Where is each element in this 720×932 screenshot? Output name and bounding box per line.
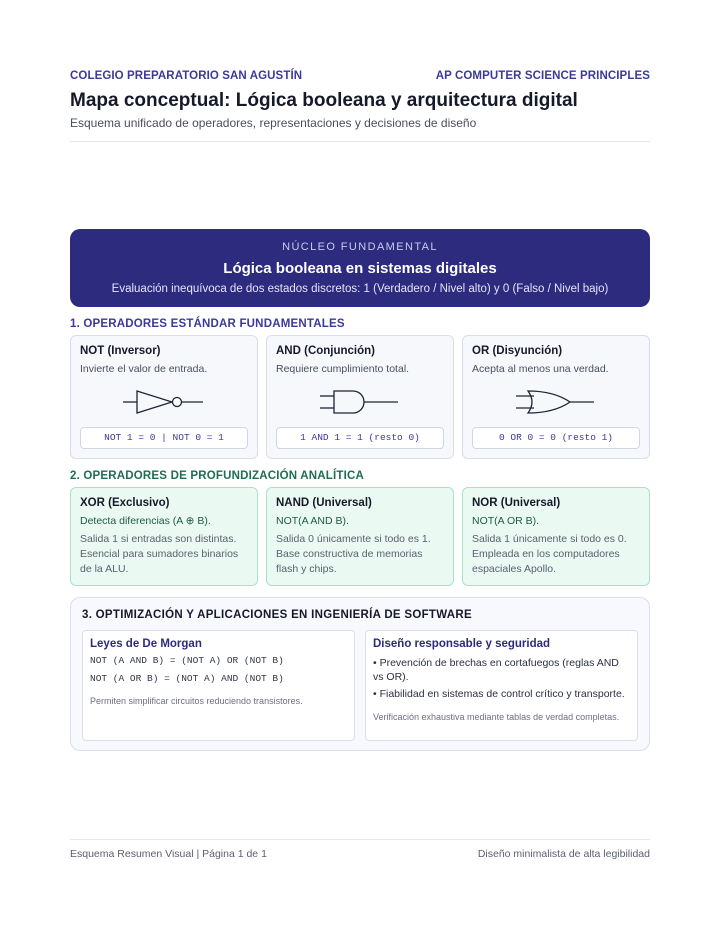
xor-card-title: XOR (Exclusivo) — [80, 497, 170, 509]
not-truth: NOT 1 = 0 | NOT 0 = 1 — [80, 427, 248, 449]
nor-card — [462, 487, 650, 586]
nand-card — [266, 487, 454, 586]
or-card-description: Acepta al menos una verdad. — [472, 363, 609, 375]
and-gate-icon — [320, 389, 400, 415]
design-bullet: • Fiabilidad en sistemas de control crítico y transporte. — [373, 688, 625, 700]
or-truth: 0 OR 0 = 0 (resto 1) — [472, 427, 640, 449]
nor-card-title: NOR (Universal) — [472, 497, 561, 509]
design-note: Verificación exhaustiva mediante tablas de verdad completas. — [373, 712, 620, 722]
core-kicker: NÚCLEO FUNDAMENTAL — [282, 241, 438, 253]
de-morgan-box — [82, 630, 355, 741]
section-1-title: 1. OPERADORES ESTÁNDAR FUNDAMENTALES — [70, 318, 345, 330]
footer — [70, 848, 650, 860]
nand-card-title: NAND (Universal) — [276, 497, 372, 509]
de-morgan-title: Leyes de De Morgan — [90, 638, 202, 650]
and-truth: 1 AND 1 = 1 (resto 0) — [276, 427, 444, 449]
not-gate-icon — [123, 389, 205, 415]
not-card-title: NOT (Inversor) — [80, 345, 161, 357]
footer-divider — [70, 839, 650, 840]
section-2-title: 2. OPERADORES DE PROFUNDIZACIÓN ANALÍTICA — [70, 470, 365, 482]
or-card — [462, 335, 650, 459]
nor-card-description: NOT(A OR B). — [472, 515, 540, 527]
xor-card — [70, 487, 258, 586]
de-morgan-note: Permiten simplificar circuitos reduciendo transistores. — [90, 696, 303, 706]
de-morgan-law-1: NOT (A AND B) = (NOT A) OR (NOT B) — [90, 655, 284, 666]
core-banner — [70, 229, 650, 307]
core-description: Evaluación inequívoca de dos estados discretos: 1 (Verdadero / Nivel alto) y 0 (Falso / Nivel bajo) — [111, 283, 609, 295]
core-title: Lógica booleana en sistemas digitales — [223, 260, 497, 277]
section-3-title: 3. OPTIMIZACIÓN Y APLICACIONES EN INGENIERÍA DE SOFTWARE — [82, 609, 472, 621]
analytic-operators — [70, 487, 650, 586]
design-title: Diseño responsable y seguridad — [373, 638, 551, 650]
de-morgan-law-2: NOT (A OR B) = (NOT A) AND (NOT B) — [90, 673, 284, 684]
or-gate-icon — [516, 389, 596, 415]
xor-card-body: Salida 1 si entradas son distintas. Esencial para sumadores binarios de la ALU. — [80, 533, 239, 575]
nor-card-body: Salida 1 únicamente si todo es 0. Empleada en los computadores espaciales Apollo. — [472, 533, 627, 575]
standard-operators — [70, 335, 650, 459]
nand-card-body: Salida 0 únicamente si todo es 1. Base constructiva de memorias flash y chips. — [276, 533, 431, 575]
footer-left: Esquema Resumen Visual | Página 1 de 1 — [70, 848, 267, 860]
and-card — [266, 335, 454, 459]
and-card-title: AND (Conjunción) — [276, 345, 376, 357]
page — [70, 0, 650, 932]
footer-right: Diseño minimalista de alta legibilidad — [477, 848, 650, 860]
design-bullet: • Prevención de brechas en cortafuegos (reglas AND vs OR). — [373, 657, 619, 683]
or-card-title: OR (Disyunción) — [472, 345, 563, 357]
header-row — [70, 70, 650, 82]
design-box — [365, 630, 638, 741]
header-divider — [70, 141, 650, 142]
xor-card-description: Detecta diferencias (A ⊕ B). — [80, 515, 211, 527]
nand-card-description: NOT(A AND B). — [276, 515, 349, 527]
not-card-description: Invierte el valor de entrada. — [80, 363, 208, 375]
and-card-description: Requiere cumplimiento total. — [276, 363, 410, 375]
optimization-panel — [70, 597, 650, 751]
course-name: AP COMPUTER SCIENCE PRINCIPLES — [435, 70, 650, 82]
page-subtitle: Esquema unificado de operadores, representaciones y decisiones de diseño — [70, 116, 477, 130]
not-card — [70, 335, 258, 459]
school-name: COLEGIO PREPARATORIO SAN AGUSTÍN — [70, 70, 303, 82]
page-title: Mapa conceptual: Lógica booleana y arquitectura digital — [70, 90, 578, 111]
